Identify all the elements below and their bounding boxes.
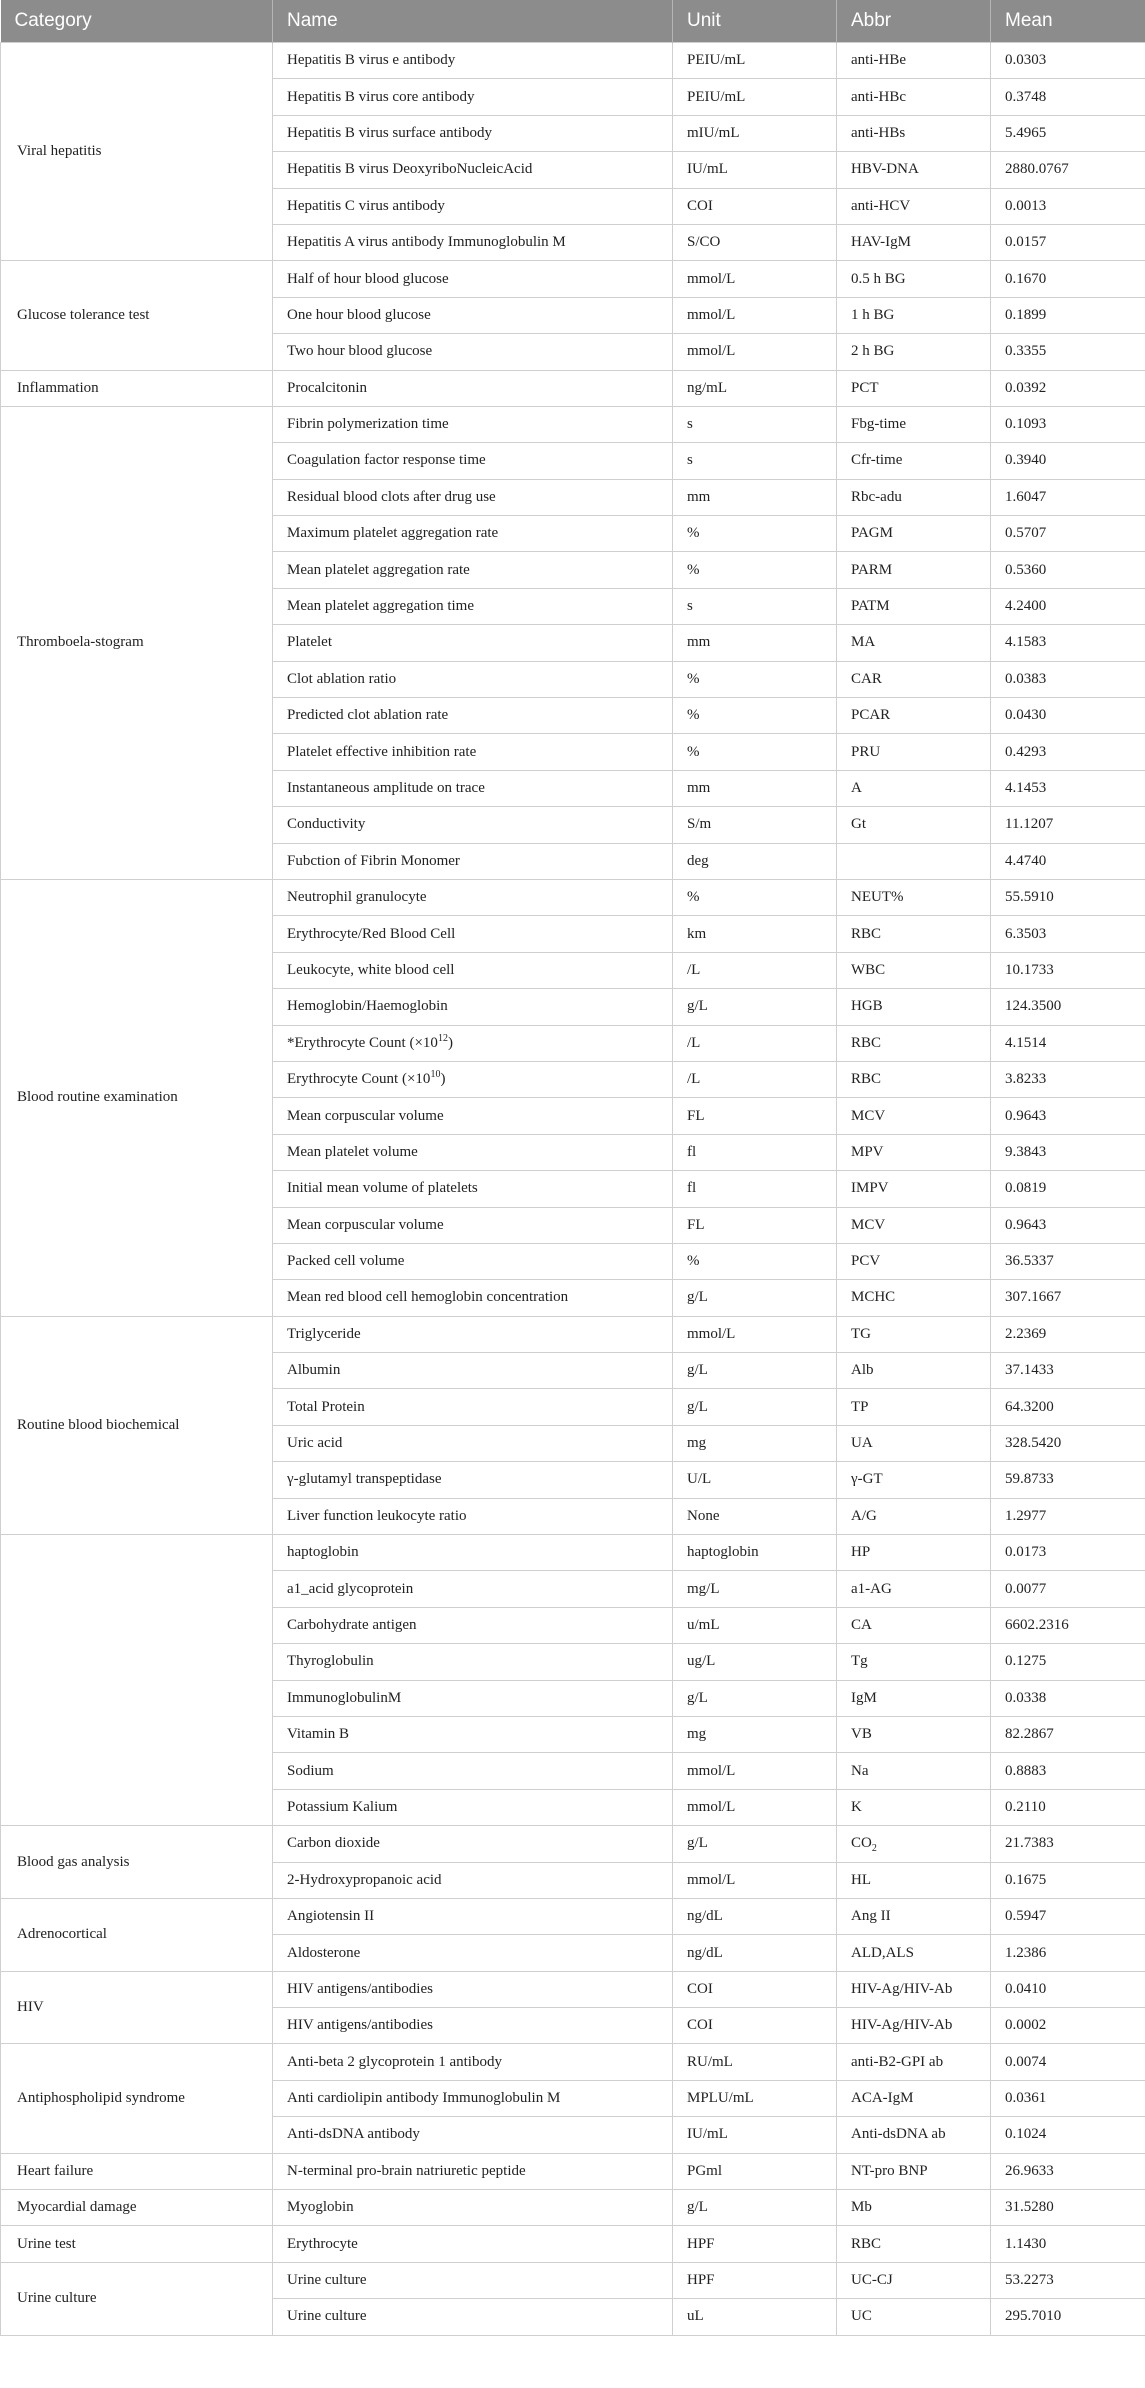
mean-cell: 0.0410 [991,1971,1145,2007]
mean-cell: 3.8233 [991,1061,1145,1097]
unit-cell: FL [673,1098,837,1134]
name-cell: Initial mean volume of platelets [273,1171,673,1207]
unit-cell: IU/mL [673,152,837,188]
name-cell: Mean platelet volume [273,1134,673,1170]
category-cell [1,1535,273,1826]
unit-cell: fl [673,1171,837,1207]
unit-cell: HPF [673,2226,837,2262]
abbr-cell: Mb [837,2190,991,2226]
abbr-cell: Fbg-time [837,406,991,442]
table-row [1,1535,1145,1571]
unit-cell: /L [673,952,837,988]
category-cell: Glucose tolerance test [1,261,273,370]
name-cell: Procalcitonin [273,370,673,406]
unit-cell: PEIU/mL [673,43,837,79]
unit-cell: None [673,1498,837,1534]
abbr-cell: RBC [837,2226,991,2262]
abbr-cell: IgM [837,1680,991,1716]
name-cell: Platelet [273,625,673,661]
header-abbr: Abbr [837,0,991,43]
category-cell: Urine test [1,2226,273,2262]
abbr-cell: PCT [837,370,991,406]
name-cell: N-terminal pro-brain natriuretic peptide [273,2153,673,2189]
unit-cell: mmol/L [673,261,837,297]
mean-cell: 0.4293 [991,734,1145,770]
name-cell: Hepatitis B virus core antibody [273,79,673,115]
abbr-cell: 1 h BG [837,297,991,333]
name-cell: Vitamin B [273,1716,673,1752]
mean-cell: 0.0077 [991,1571,1145,1607]
abbr-cell: WBC [837,952,991,988]
name-cell: γ-glutamyl transpeptidase [273,1462,673,1498]
abbr-cell [837,843,991,879]
name-cell [273,1025,673,1061]
abbr-cell: IMPV [837,1171,991,1207]
abbr-cell: TG [837,1316,991,1352]
abbr-cell: HAV-IgM [837,224,991,260]
name-cell: Mean platelet aggregation rate [273,552,673,588]
name-text: *Erythrocyte Count (×10 [287,1034,438,1051]
abbr-cell: RBC [837,916,991,952]
name-suffix: ) [447,1034,453,1051]
mean-cell: 307.1667 [991,1280,1145,1316]
mean-cell: 0.0157 [991,224,1145,260]
unit-cell: % [673,734,837,770]
mean-cell: 53.2273 [991,2262,1145,2298]
abbr-cell: Tg [837,1644,991,1680]
table-row [1,2226,1145,2262]
name-cell: Mean red blood cell hemoglobin concentration [273,1280,673,1316]
name-cell: Hepatitis B virus surface antibody [273,115,673,151]
mean-cell: 36.5337 [991,1243,1145,1279]
abbr-cell: Cfr-time [837,443,991,479]
name-cell: Anti cardiolipin antibody Immunoglobulin M [273,2080,673,2116]
unit-cell: deg [673,843,837,879]
unit-cell: g/L [673,989,837,1025]
unit-cell: mmol/L [673,334,837,370]
unit-cell: MPLU/mL [673,2080,837,2116]
mean-cell: 124.3500 [991,989,1145,1025]
name-cell: Liver function leukocyte ratio [273,1498,673,1534]
unit-cell: g/L [673,1280,837,1316]
name-cell: Mean corpuscular volume [273,1098,673,1134]
abbr-cell: A/G [837,1498,991,1534]
mean-cell: 328.5420 [991,1425,1145,1461]
unit-cell: ng/mL [673,370,837,406]
name-cell: Two hour blood glucose [273,334,673,370]
unit-cell: % [673,698,837,734]
abbr-cell: Alb [837,1353,991,1389]
mean-cell: 2880.0767 [991,152,1145,188]
mean-cell: 0.3940 [991,443,1145,479]
header-mean: Mean [991,0,1145,43]
table-row [1,43,1145,79]
name-cell: Hepatitis B virus DeoxyriboNucleicAcid [273,152,673,188]
mean-cell: 2.2369 [991,1316,1145,1352]
name-cell [273,1061,673,1097]
name-cell: One hour blood glucose [273,297,673,333]
name-cell: Hemoglobin/Haemoglobin [273,989,673,1025]
abbr-cell: TP [837,1389,991,1425]
abbr-cell: UC [837,2299,991,2335]
abbr-cell: 2 h BG [837,334,991,370]
unit-cell: mmol/L [673,1316,837,1352]
category-cell: Urine culture [1,2262,273,2335]
abbr-cell: PRU [837,734,991,770]
name-cell: Potassium Kalium [273,1789,673,1825]
abbr-cell: a1-AG [837,1571,991,1607]
unit-cell: IU/mL [673,2117,837,2153]
unit-cell: PEIU/mL [673,79,837,115]
name-exponent: 12 [437,1032,448,1044]
mean-cell: 295.7010 [991,2299,1145,2335]
mean-cell: 21.7383 [991,1826,1145,1862]
category-cell: Blood routine examination [1,879,273,1316]
unit-cell: % [673,552,837,588]
name-cell: 2-Hydroxypropanoic acid [273,1862,673,1898]
header-unit: Unit [673,0,837,43]
unit-cell: HPF [673,2262,837,2298]
abbr-cell: PARM [837,552,991,588]
unit-cell: mmol/L [673,1753,837,1789]
unit-cell: g/L [673,1353,837,1389]
category-cell: Heart failure [1,2153,273,2189]
mean-cell: 0.0383 [991,661,1145,697]
unit-cell: U/L [673,1462,837,1498]
abbr-cell: Na [837,1753,991,1789]
unit-cell: FL [673,1207,837,1243]
name-cell: Aldosterone [273,1935,673,1971]
unit-cell: mm [673,625,837,661]
name-cell: Mean platelet aggregation time [273,588,673,624]
name-cell: a1_acid glycoprotein [273,1571,673,1607]
category-cell: Myocardial damage [1,2190,273,2226]
unit-cell: RU/mL [673,2044,837,2080]
table-row [1,1971,1145,2007]
unit-cell: /L [673,1061,837,1097]
mean-cell: 6.3503 [991,916,1145,952]
mean-cell: 0.0173 [991,1535,1145,1571]
abbr-cell: CA [837,1607,991,1643]
category-cell: Antiphospholipid syndrome [1,2044,273,2153]
unit-cell: km [673,916,837,952]
abbr-cell: PCAR [837,698,991,734]
table-row [1,406,1145,442]
mean-cell: 4.4740 [991,843,1145,879]
mean-cell: 0.3748 [991,79,1145,115]
unit-cell: g/L [673,1826,837,1862]
header-row [1,0,1145,43]
unit-cell: ng/dL [673,1935,837,1971]
abbr-cell: Anti-dsDNA ab [837,2117,991,2153]
name-cell: Packed cell volume [273,1243,673,1279]
table-row [1,2262,1145,2298]
unit-cell: ng/dL [673,1898,837,1934]
mean-cell: 0.5707 [991,516,1145,552]
abbr-cell: MA [837,625,991,661]
unit-cell: % [673,1243,837,1279]
unit-cell: s [673,406,837,442]
unit-cell: S/CO [673,224,837,260]
abbr-cell: K [837,1789,991,1825]
name-cell: Urine culture [273,2262,673,2298]
abbr-cell: RBC [837,1025,991,1061]
name-cell: Hepatitis C virus antibody [273,188,673,224]
abbr-cell: UC-CJ [837,2262,991,2298]
name-cell: Uric acid [273,1425,673,1461]
mean-cell: 4.2400 [991,588,1145,624]
unit-cell: S/m [673,807,837,843]
name-cell: Myoglobin [273,2190,673,2226]
mean-cell: 0.1670 [991,261,1145,297]
mean-cell: 0.1024 [991,2117,1145,2153]
mean-cell: 0.0819 [991,1171,1145,1207]
unit-cell: g/L [673,2190,837,2226]
abbr-cell: ACA-IgM [837,2080,991,2116]
unit-cell: uL [673,2299,837,2335]
mean-cell: 11.1207 [991,807,1145,843]
mean-cell: 4.1514 [991,1025,1145,1061]
name-cell: Carbohydrate antigen [273,1607,673,1643]
abbr-cell: CAR [837,661,991,697]
unit-cell: mm [673,770,837,806]
abbr-cell: Ang II [837,1898,991,1934]
abbr-cell: PCV [837,1243,991,1279]
unit-cell: mIU/mL [673,115,837,151]
mean-cell: 5.4965 [991,115,1145,151]
name-cell: Albumin [273,1353,673,1389]
mean-cell: 26.9633 [991,2153,1145,2189]
name-exponent: 10 [430,1069,441,1081]
abbr-cell: HBV-DNA [837,152,991,188]
name-cell: Instantaneous amplitude on trace [273,770,673,806]
abbr-cell: Rbc-adu [837,479,991,515]
unit-cell: u/mL [673,1607,837,1643]
name-cell: Fibrin polymerization time [273,406,673,442]
mean-cell: 0.0002 [991,2008,1145,2044]
mean-cell: 82.2867 [991,1716,1145,1752]
name-cell: Neutrophil granulocyte [273,879,673,915]
abbr-cell: A [837,770,991,806]
mean-cell: 0.3355 [991,334,1145,370]
category-cell: HIV [1,1971,273,2044]
unit-cell: mmol/L [673,1862,837,1898]
name-cell: Angiotensin II [273,1898,673,1934]
name-cell: Thyroglobulin [273,1644,673,1680]
mean-cell: 55.5910 [991,879,1145,915]
abbr-cell: MPV [837,1134,991,1170]
name-cell: Half of hour blood glucose [273,261,673,297]
name-cell: ImmunoglobulinM [273,1680,673,1716]
mean-cell: 0.0392 [991,370,1145,406]
mean-cell: 6602.2316 [991,1607,1145,1643]
unit-cell: s [673,443,837,479]
mean-cell: 0.0361 [991,2080,1145,2116]
unit-cell: g/L [673,1680,837,1716]
unit-cell: % [673,879,837,915]
table-row [1,370,1145,406]
unit-cell: mm [673,479,837,515]
name-cell: haptoglobin [273,1535,673,1571]
abbr-cell: HIV-Ag/HIV-Ab [837,2008,991,2044]
unit-cell: s [673,588,837,624]
unit-cell: g/L [673,1389,837,1425]
abbr-cell: 0.5 h BG [837,261,991,297]
unit-cell: /L [673,1025,837,1061]
unit-cell: PGml [673,2153,837,2189]
unit-cell: mg [673,1716,837,1752]
mean-cell: 9.3843 [991,1134,1145,1170]
mean-cell: 59.8733 [991,1462,1145,1498]
name-cell: Clot ablation ratio [273,661,673,697]
header-name: Name [273,0,673,43]
abbr-cell: anti-B2-GPI ab [837,2044,991,2080]
mean-cell: 1.6047 [991,479,1145,515]
name-cell: Urine culture [273,2299,673,2335]
unit-cell: fl [673,1134,837,1170]
name-cell: Total Protein [273,1389,673,1425]
unit-cell: mg/L [673,1571,837,1607]
abbr-cell: HGB [837,989,991,1025]
mean-cell: 1.2386 [991,1935,1145,1971]
unit-cell: mmol/L [673,1789,837,1825]
abbr-cell: RBC [837,1061,991,1097]
abbr-cell: PATM [837,588,991,624]
mean-cell: 0.1275 [991,1644,1145,1680]
category-cell: Inflammation [1,370,273,406]
unit-cell: COI [673,2008,837,2044]
mean-cell: 64.3200 [991,1389,1145,1425]
mean-cell: 10.1733 [991,952,1145,988]
name-cell: Erythrocyte [273,2226,673,2262]
name-cell: Maximum platelet aggregation rate [273,516,673,552]
name-cell: Leukocyte, white blood cell [273,952,673,988]
table-row [1,1826,1145,1862]
abbr-cell: anti-HBe [837,43,991,79]
mean-cell: 0.2110 [991,1789,1145,1825]
category-cell: Adrenocortical [1,1898,273,1971]
table-row [1,879,1145,915]
abbr-cell: HL [837,1862,991,1898]
abbr-cell: HIV-Ag/HIV-Ab [837,1971,991,2007]
mean-cell: 0.0303 [991,43,1145,79]
abbr-cell: anti-HCV [837,188,991,224]
abbr-cell: UA [837,1425,991,1461]
name-cell: Residual blood clots after drug use [273,479,673,515]
name-suffix: ) [440,1071,446,1088]
name-cell: HIV antigens/antibodies [273,1971,673,2007]
name-cell: Triglyceride [273,1316,673,1352]
abbr-cell: PAGM [837,516,991,552]
name-cell: Conductivity [273,807,673,843]
abbr-text: CO [851,1835,872,1852]
abbr-cell: MCV [837,1207,991,1243]
category-cell: Routine blood biochemical [1,1316,273,1534]
name-cell: Fubction of Fibrin Monomer [273,843,673,879]
abbr-cell: MCHC [837,1280,991,1316]
abbr-cell [837,1826,991,1862]
unit-cell: COI [673,1971,837,2007]
mean-cell: 0.1675 [991,1862,1145,1898]
name-cell: Anti-beta 2 glycoprotein 1 antibody [273,2044,673,2080]
name-text: Erythrocyte Count (×10 [287,1071,431,1088]
unit-cell: mmol/L [673,297,837,333]
abbr-cell: VB [837,1716,991,1752]
mean-cell: 0.0338 [991,1680,1145,1716]
mean-cell: 1.2977 [991,1498,1145,1534]
name-cell: Platelet effective inhibition rate [273,734,673,770]
unit-cell: % [673,516,837,552]
abbr-cell: NEUT% [837,879,991,915]
abbr-cell: anti-HBs [837,115,991,151]
mean-cell: 0.9643 [991,1207,1145,1243]
mean-cell: 31.5280 [991,2190,1145,2226]
mean-cell: 0.0430 [991,698,1145,734]
table-row [1,2190,1145,2226]
header-category: Category [1,0,273,43]
mean-cell: 0.0074 [991,2044,1145,2080]
mean-cell: 4.1453 [991,770,1145,806]
mean-cell: 0.1093 [991,406,1145,442]
table-row [1,1316,1145,1352]
mean-cell: 0.5360 [991,552,1145,588]
name-cell: Erythrocyte/Red Blood Cell [273,916,673,952]
name-cell: Predicted clot ablation rate [273,698,673,734]
mean-cell: 0.0013 [991,188,1145,224]
mean-cell: 0.1899 [991,297,1145,333]
unit-cell: haptoglobin [673,1535,837,1571]
abbr-cell: ALD,ALS [837,1935,991,1971]
abbr-cell: Gt [837,807,991,843]
unit-cell: ug/L [673,1644,837,1680]
name-cell: Sodium [273,1753,673,1789]
category-cell: Blood gas analysis [1,1826,273,1899]
table-row [1,2044,1145,2080]
table-row [1,261,1145,297]
abbr-cell: HP [837,1535,991,1571]
table-row [1,2153,1145,2189]
name-cell: Carbon dioxide [273,1826,673,1862]
table-body [1,43,1145,2336]
name-cell: Coagulation factor response time [273,443,673,479]
abbr-cell: γ-GT [837,1462,991,1498]
unit-cell: mg [673,1425,837,1461]
mean-cell: 1.1430 [991,2226,1145,2262]
category-cell: Viral hepatitis [1,43,273,261]
unit-cell: COI [673,188,837,224]
category-cell: Thromboela-stogram [1,406,273,879]
mean-cell: 0.9643 [991,1098,1145,1134]
mean-cell: 4.1583 [991,625,1145,661]
unit-cell: % [673,661,837,697]
abbr-cell: MCV [837,1098,991,1134]
abbr-subscript: 2 [871,1843,877,1855]
name-cell: Hepatitis B virus e antibody [273,43,673,79]
name-cell: Anti-dsDNA antibody [273,2117,673,2153]
mean-cell: 37.1433 [991,1353,1145,1389]
abbr-cell: NT-pro BNP [837,2153,991,2189]
abbr-cell: anti-HBc [837,79,991,115]
table-row [1,1898,1145,1934]
name-cell: Mean corpuscular volume [273,1207,673,1243]
mean-cell: 0.8883 [991,1753,1145,1789]
name-cell: HIV antigens/antibodies [273,2008,673,2044]
mean-cell: 0.5947 [991,1898,1145,1934]
name-cell: Hepatitis A virus antibody Immunoglobulin M [273,224,673,260]
